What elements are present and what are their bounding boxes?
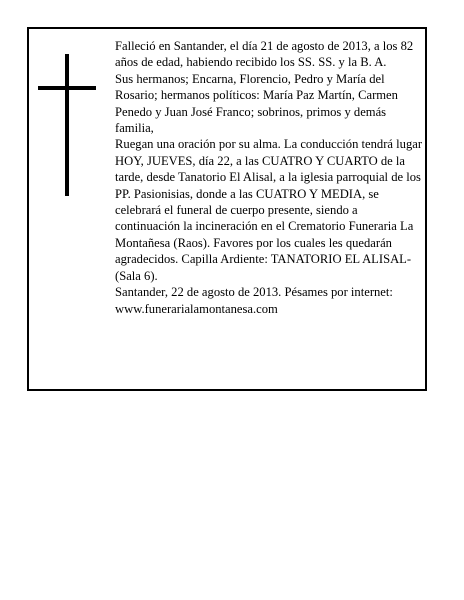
cross-vertical-bar	[65, 54, 69, 196]
service-details-paragraph: Ruegan una oración por su alma. La conducción tendrá lugar HOY, JUEVES, día 22, a las CUATRO Y CUARTO de la tarde, desde Tanatorio El Alisal, a la iglesia parroquial de los PP. Pasionisias, donde a las CUATRO Y MEDIA, se celebrará el funeral de cuerpo presente, siendo a continuación la incineración en el Crematorio Funeraria La Montañesa (Raos). Favores por los cuales les quedarán agradecidos. Capilla Ardiente: TANATORIO EL ALISAL-(Sala 6).	[115, 137, 423, 283]
cross-horizontal-bar	[38, 86, 96, 90]
date-and-condolences-paragraph: Santander, 22 de agosto de 2013. Pésames por internet: www.funerarialamontanesa.com	[115, 285, 393, 316]
death-announcement-paragraph: Falleció en Santander, el día 21 de agosto de 2013, a los 82 años de edad, habiendo recibido los SS. SS. y la B. A.	[115, 39, 414, 70]
family-paragraph: Sus hermanos; Encarna, Florencio, Pedro y María del Rosario; hermanos políticos: María Paz Martín, Carmen Penedo y Juan José Franco; sobrinos, primos y demás familia,	[115, 71, 398, 136]
cross-icon	[38, 54, 96, 196]
obituary-text	[115, 38, 425, 317]
